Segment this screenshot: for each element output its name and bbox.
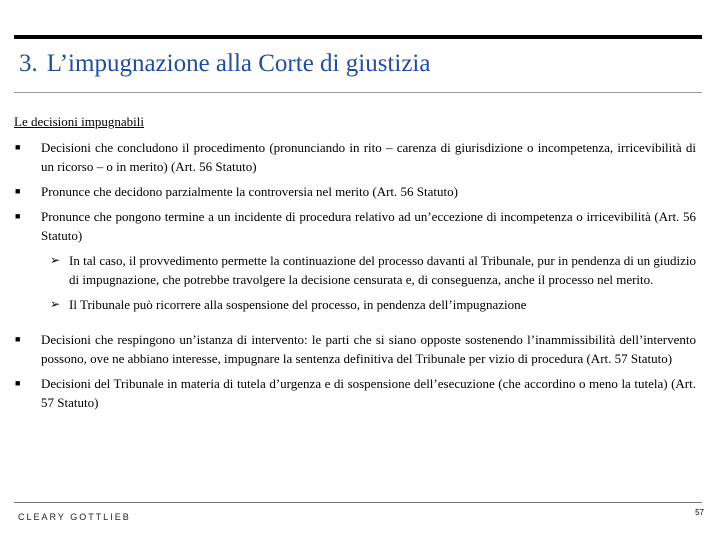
square-bullet-icon: ■ [15, 334, 21, 344]
sub-list-item [50, 251, 696, 289]
square-bullet-icon: ■ [15, 211, 21, 221]
bullet-text: Decisioni che respingono un’istanza di intervento: le parti che si siano opposte sostenendo l’inammissibilità dell’intervento possono, ove ne abbiano interesse, impugnare la sentenza definitiva del Tribunale per vizio di procedura (Art. 57 Statuto) [41, 332, 696, 366]
spacer [14, 320, 696, 330]
square-bullet-icon: ■ [15, 186, 21, 196]
bullet-text: Decisioni del Tribunale in materia di tutela d’urgenza e di sospensione dell’esecuzione (che accordino o meno la tutela) (Art. 57 Statuto) [41, 376, 696, 410]
list-item [14, 207, 696, 245]
bullet-text: Pronunce che decidono parzialmente la controversia nel merito (Art. 56 Statuto) [41, 184, 458, 199]
sub-list-item [50, 295, 696, 314]
arrow-bullet-icon: ➢ [50, 297, 61, 311]
section-heading: Le decisioni impugnabili [14, 114, 144, 129]
slide-number: 3. [19, 50, 38, 77]
square-bullet-icon: ■ [15, 142, 21, 152]
list-item [14, 138, 696, 176]
company-logo: CLEARY GOTTLIEB [18, 512, 131, 522]
sub-bullet-text: In tal caso, il provvedimento permette la continuazione del processo davanti al Tribunale, pur in pendenza di un giudizio di impugnazione, che potrebbe travolgere la decisione censurata e, di conseguenza, anche il processo nel merito. [69, 253, 696, 287]
top-rule [14, 35, 702, 39]
slide-title [19, 50, 430, 78]
slide-title-text: L’impugnazione alla Corte di giustizia [46, 50, 431, 77]
square-bullet-icon: ■ [15, 378, 21, 388]
list-item [14, 182, 696, 201]
arrow-bullet-icon: ➢ [50, 253, 61, 267]
list-item [14, 330, 696, 368]
footer-rule [14, 502, 702, 503]
sub-bullet-text: Il Tribunale può ricorrere alla sospensione del processo, in pendenza dell’impugnazione [69, 297, 527, 312]
title-underline [14, 92, 702, 93]
page-number: 57 [695, 508, 704, 517]
bullet-list [14, 138, 696, 418]
bullet-text: Decisioni che concludono il procedimento (pronunciando in rito – carenza di giurisdizione o incompetenza, irricevibilità di un ricorso – o in merito) (Art. 56 Statuto) [41, 140, 696, 174]
bullet-text: Pronunce che pongono termine a un incidente di procedura relativo ad un’eccezione di incompetenza o irricevibilità (Art. 56 Statuto) [41, 209, 696, 243]
list-item [14, 374, 696, 412]
